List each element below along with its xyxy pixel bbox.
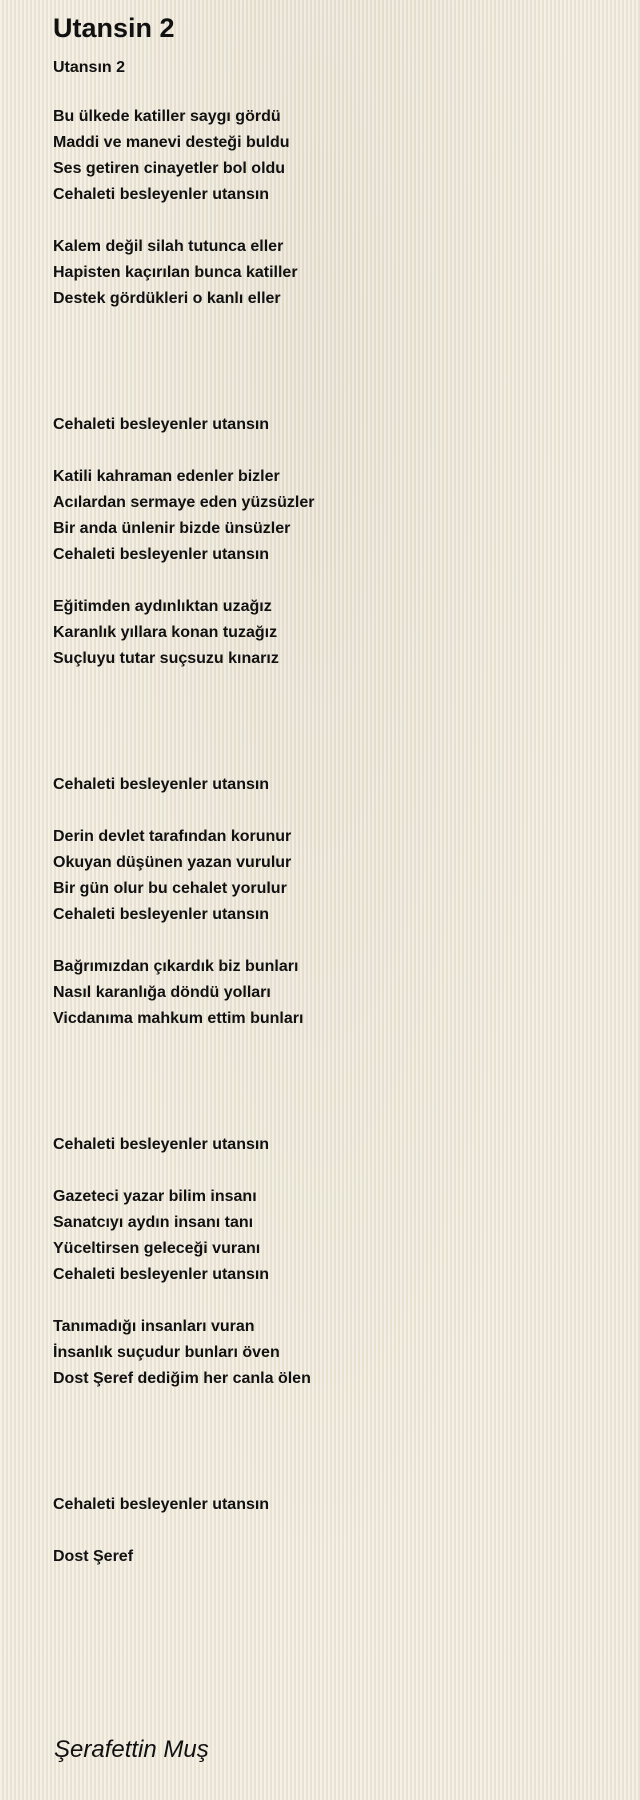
stanza — [53, 464, 613, 568]
poem-line: Destek gördükleri o kanlı eller — [53, 290, 281, 307]
author-signature: Şerafettin Muş — [54, 1736, 209, 1763]
poem-line: Dost Şeref dediğim her canla ölen — [53, 1370, 311, 1387]
poem-line: Nasıl karanlığa döndü yolları — [53, 984, 271, 1001]
poem-signoff: Dost Şeref — [53, 1548, 134, 1565]
poem-body — [53, 104, 613, 1570]
stanza — [53, 1314, 613, 1392]
stanza — [53, 104, 613, 208]
poem-line: Okuyan düşünen yazan vurulur — [53, 854, 292, 871]
stanza — [53, 1492, 613, 1518]
poem-line: Eğitimden aydınlıktan uzağız — [53, 598, 272, 615]
stanza — [53, 412, 613, 438]
poem-page — [53, 0, 613, 1570]
poem-line: Bir gün olur bu cehalet yorulur — [53, 880, 287, 897]
poem-line: Gazeteci yazar bilim insanı — [53, 1188, 257, 1205]
poem-line: İnsanlık suçudur bunları öven — [53, 1344, 280, 1361]
poem-line: Cehaleti besleyenler utansın — [53, 1266, 270, 1283]
poem-line: Acılardan sermaye eden yüzsüzler — [53, 494, 315, 511]
poem-line: Cehaleti besleyenler utansın — [53, 186, 270, 203]
poem-line: Karanlık yıllara konan tuzağız — [53, 624, 278, 641]
stanza — [53, 954, 613, 1032]
stanza — [53, 1184, 613, 1288]
poem-line: Bu ülkede katiller saygı gördü — [53, 108, 281, 125]
poem-line: Maddi ve manevi desteği buldu — [53, 134, 290, 151]
stanza — [53, 1132, 613, 1158]
poem-title: Utansin 2 — [53, 13, 175, 43]
stanza — [53, 824, 613, 928]
poem-line: Sanatcıyı aydın insanı tanı — [53, 1214, 254, 1231]
poem-line: Bağrımızdan çıkardık biz bunları — [53, 958, 299, 975]
poem-line: Vicdanıma mahkum ettim bunları — [53, 1010, 304, 1027]
poem-subtitle: Utansın 2 — [53, 59, 126, 76]
poem-line: Cehaleti besleyenler utansın — [53, 416, 270, 433]
poem-line: Derin devlet tarafından korunur — [53, 828, 292, 845]
poem-line: Kalem değil silah tutunca eller — [53, 238, 284, 255]
poem-line: Cehaleti besleyenler utansın — [53, 776, 270, 793]
poem-line: Cehaleti besleyenler utansın — [53, 906, 270, 923]
poem-line: Katili kahraman edenler bizler — [53, 468, 280, 485]
stanza — [53, 772, 613, 798]
poem-line: Yüceltirsen geleceği vuranı — [53, 1240, 261, 1257]
poem-line: Tanımadığı insanları vuran — [53, 1318, 255, 1335]
poem-line: Suçluyu tutar suçsuzu kınarız — [53, 650, 279, 667]
stanza — [53, 1544, 613, 1570]
poem-line: Cehaleti besleyenler utansın — [53, 546, 270, 563]
poem-line: Cehaleti besleyenler utansın — [53, 1136, 270, 1153]
stanza — [53, 594, 613, 672]
stanza — [53, 234, 613, 312]
poem-line: Ses getiren cinayetler bol oldu — [53, 160, 286, 177]
poem-line: Cehaleti besleyenler utansın — [53, 1496, 270, 1513]
poem-line: Bir anda ünlenir bizde ünsüzler — [53, 520, 291, 537]
poem-line: Hapisten kaçırılan bunca katiller — [53, 264, 298, 281]
